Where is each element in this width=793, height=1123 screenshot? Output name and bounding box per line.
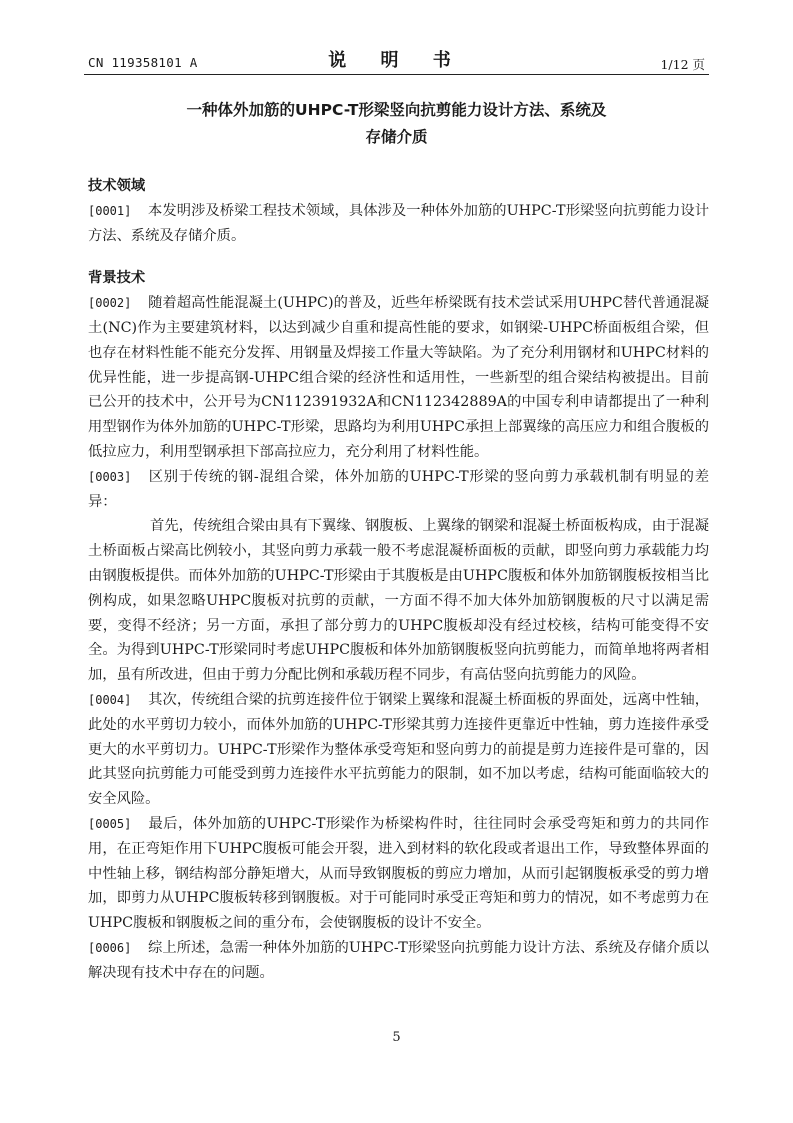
- paragraph-0006: [88, 936, 709, 986]
- section-heading-background: 背景技术: [88, 270, 146, 287]
- paragraph-text: 区别于传统的钢-混组合梁，体外加筋的UHPC-T形梁的竖向剪力承载机制有明显的差异：: [88, 468, 709, 510]
- paragraph-number: [0005]: [88, 816, 132, 831]
- section-heading-tech-field: 技术领域: [88, 178, 146, 194]
- paragraph-0003: [88, 465, 709, 515]
- paragraph-number: [0004]: [88, 692, 132, 707]
- paragraph-number: [0002]: [88, 296, 132, 311]
- paragraph-0002: [88, 291, 709, 465]
- paragraph-text: 综上所述，急需一种体外加筋的UHPC-T形梁竖向抗剪能力设计方法、系统及存储介质以解决现有技术中存在的问题。: [88, 939, 709, 981]
- paragraph-text: 其次，传统组合梁的抗剪连接件位于钢梁上翼缘和混凝土桥面板的界面处，远离中性轴，此处的水平剪切力较小，而体外加筋的UHPC-T形梁其剪力连接件更靠近中性轴，剪力连接件承受更大的水平剪切力。UHPC-T形梁作为整体承受弯矩和竖向剪力的前提是剪力连接件是可靠的，因此其竖向抗剪能力可能受到剪力连接件水平抗剪能力的限制，如不加以考虑，结构可能面临较大的安全风险。: [88, 691, 709, 808]
- invention-title-line2: 存储介质: [365, 128, 428, 146]
- document-body: [88, 174, 709, 986]
- invention-title: [120, 97, 673, 151]
- paragraph-number: [0001]: [88, 203, 132, 218]
- header-rule: [84, 74, 709, 75]
- paragraph-0003-continued: 首先，传统组合梁由具有下翼缘、钢腹板、上翼缘的钢梁和混凝土桥面板构成，由于混凝土桥面板占梁高比例较小，其竖向剪力承载一般不考虑混凝桥面板的贡献，即竖向剪力承载能力均由钢腹板提供。而体外加筋的UHPC-T形梁由于其腹板是由UHPC腹板和体外加筋钢腹板按相当比例构成，如果忽略UHPC腹板对抗剪的贡献，一方面不得不加大体外加筋钢腹板的尺寸以满足需要，变得不经济；另一方面，承担了部分剪力的UHPC腹板却没有经过校核，结构可能变得不安全。为得到UHPC-T形梁同时考虑UHPC腹板和体外加筋钢腹板竖向抗剪能力，而简单地将两者相加，虽有所改进，但由于剪力分配比例和承载历程不同步，有高估竖向抗剪能力的风险。: [88, 518, 709, 684]
- paragraph-0004: [88, 688, 709, 812]
- paragraph-0001: [88, 199, 709, 249]
- page-info: 1/12 页: [660, 57, 705, 72]
- paragraph-number: [0003]: [88, 469, 132, 484]
- page-header: [88, 52, 705, 72]
- paragraph-number: [0006]: [88, 940, 132, 955]
- page-number: 5: [392, 1030, 401, 1045]
- document-number: CN 119358101 A: [88, 55, 198, 70]
- paragraph-text: 最后，体外加筋的UHPC-T形梁作为桥梁构件时，往往同时会承受弯矩和剪力的共同作用，在正弯矩作用下UHPC腹板可能会开裂，进入到材料的软化段或者退出工作，导致整体界面的中性轴上移，钢结构部分静矩增大，从而导致钢腹板的剪应力增加，从而引起钢腹板承受的剪力增加，即剪力从UHPC腹板转移到钢腹板。对于可能同时承受正弯矩和剪力的情况，如不考虑剪力在UHPC腹板和钢腹板之间的重分布，会使钢腹板的设计不安全。: [88, 815, 709, 932]
- document-type-title: 说 明 书: [328, 50, 465, 71]
- paragraph-text: 本发明涉及桥梁工程技术领域，具体涉及一种体外加筋的UHPC-T形梁竖向抗剪能力设计方法、系统及存储介质。: [88, 202, 709, 244]
- paragraph-0005: [88, 812, 709, 936]
- invention-title-line1: 一种体外加筋的UHPC-T形梁竖向抗剪能力设计方法、系统及: [186, 101, 607, 119]
- paragraph-text: 随着超高性能混凝土(UHPC)的普及，近些年桥梁既有技术尝试采用UHPC替代普通混凝土(NC)作为主要建筑材料，以达到减少自重和提高性能的要求，如钢梁-UHPC桥面板组合梁，但也存在材料性能不能充分发挥、用钢量及焊接工作量大等缺陷。为了充分利用钢材和UHPC材料的优异性能，进一步提高钢-UHPC组合梁的经济性和适用性，一些新型的组合梁结构被提出。目前已公开的技术中，公开号为CN112391932A和CN112342889A的中国专利申请都提出了一种利用型钢作为体外加筋的UHPC-T形梁，思路均为利用UHPC承担上部翼缘的高压应力和组合腹板的低拉应力，利用型钢承担下部高拉应力，充分利用了材料性能。: [88, 295, 709, 460]
